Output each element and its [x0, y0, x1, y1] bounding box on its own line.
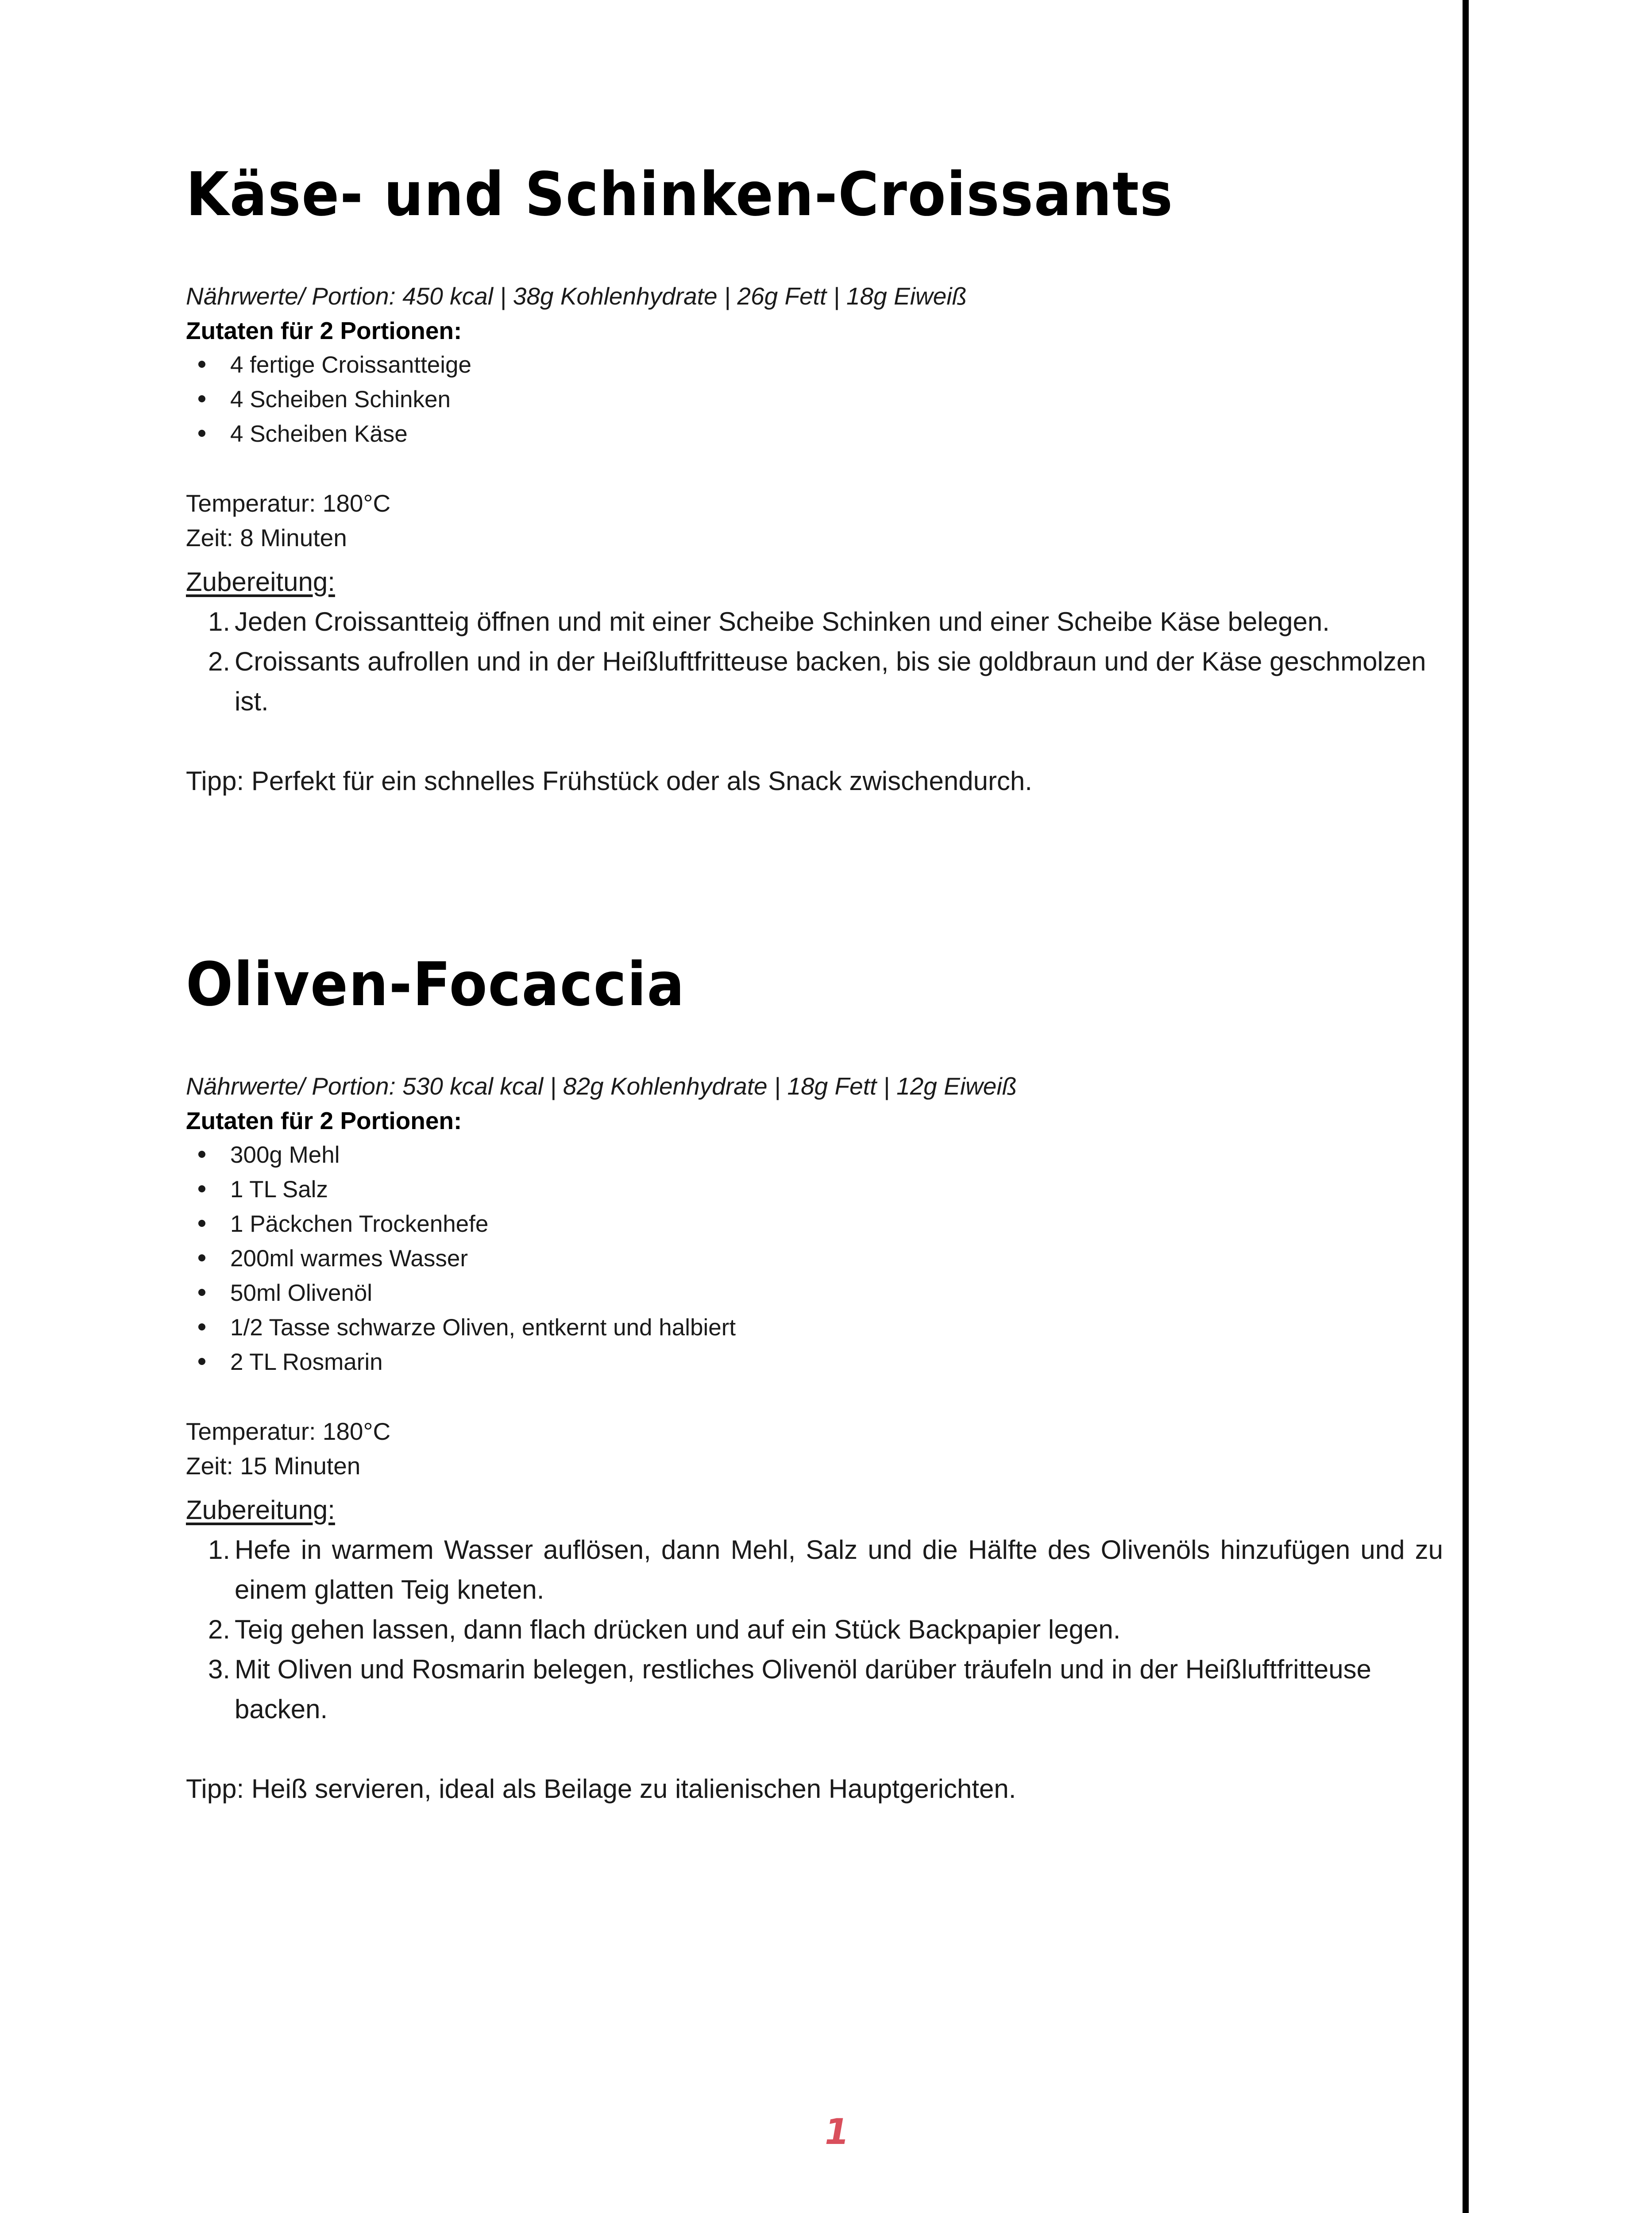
recipe-title: Oliven-Focaccia: [186, 950, 685, 1020]
bullet-icon: [198, 1323, 205, 1330]
ingredients-heading: Zutaten für 2 Portionen:: [186, 317, 462, 344]
bullet-icon: [198, 395, 205, 402]
bullet-icon: [198, 361, 205, 368]
page-number: 1: [820, 2111, 853, 2152]
step-item: [186, 602, 1443, 642]
ingredient-text: 1 TL Salz: [230, 1176, 328, 1203]
ingredient-item: [230, 1345, 1443, 1380]
preparation-heading: Zubereitung:: [186, 567, 335, 597]
ingredient-item: [230, 1138, 1443, 1172]
cooking-time: Zeit: 8 Minuten: [186, 524, 347, 551]
ingredient-item: [230, 1311, 1443, 1345]
preparation-steps: [186, 602, 1443, 721]
bullet-icon: [198, 1289, 205, 1296]
bullet-icon: [198, 430, 205, 437]
recipe-tip: Tipp: Heiß servieren, ideal als Beilage zu italienischen Hauptgerichten.: [186, 1774, 1016, 1804]
ingredient-text: 300g Mehl: [230, 1142, 340, 1168]
preparation-heading: Zubereitung:: [186, 1495, 335, 1525]
step-item: [186, 1530, 1443, 1610]
recipe-kaese-schinken-croissants: [186, 159, 1443, 801]
ingredients-list: [186, 1138, 1443, 1380]
bullet-icon: [198, 1254, 205, 1261]
ingredient-text: 1 Päckchen Trockenhefe: [230, 1211, 489, 1237]
step-text: Teig gehen lassen, dann flach drücken und auf ein Stück Backpapier legen.: [235, 1615, 1121, 1644]
bullet-icon: [198, 1151, 205, 1158]
step-number: 2.: [208, 647, 231, 676]
step-text: Jeden Croissantteig öffnen und mit einer Scheibe Schinken und einer Scheibe Käse belegen.: [235, 607, 1330, 636]
ingredient-text: 2 TL Rosmarin: [230, 1349, 383, 1375]
step-item: [186, 1650, 1443, 1729]
ingredient-item: [230, 1172, 1443, 1207]
ingredient-item: [230, 1241, 1443, 1276]
bullet-icon: [198, 1185, 205, 1192]
ingredients-heading: Zutaten für 2 Portionen:: [186, 1107, 462, 1134]
temperature: Temperatur: 180°C: [186, 1418, 391, 1445]
ingredient-text: 4 Scheiben Schinken: [230, 386, 451, 413]
step-text: Mit Oliven und Rosmarin belegen, restliches Olivenöl darüber träufeln und in der Heißluftfritteuse backen.: [235, 1654, 1371, 1724]
ingredient-text: 4 Scheiben Käse: [230, 421, 408, 447]
ingredient-text: 50ml Olivenöl: [230, 1280, 373, 1306]
ingredient-item: [230, 382, 1443, 417]
step-number: 1.: [208, 607, 231, 636]
recipe-oliven-focaccia: [186, 949, 1443, 1809]
step-item: [186, 1610, 1443, 1650]
ingredient-item: [230, 348, 1443, 382]
ingredient-text: 4 fertige Croissantteige: [230, 352, 472, 378]
preparation-steps: [186, 1530, 1443, 1729]
step-number: 3.: [208, 1654, 231, 1684]
temperature: Temperatur: 180°C: [186, 490, 391, 517]
recipe-title: Käse- und Schinken-Croissants: [186, 160, 1173, 230]
step-item: [186, 642, 1443, 721]
ingredient-item: [230, 417, 1443, 451]
step-text: Croissants aufrollen und in der Heißluftfritteuse backen, bis sie goldbraun und der Käse geschmolzen ist.: [235, 647, 1426, 716]
step-text: Hefe in warmem Wasser auflösen, dann Mehl, Salz und die Hälfte des Olivenöls hinzufügen und zu einem glatten Teig kneten.: [235, 1535, 1443, 1604]
ingredient-text: 1/2 Tasse schwarze Oliven, entkernt und halbiert: [230, 1315, 736, 1341]
ingredients-list: [186, 348, 1443, 451]
nutrition-info: Nährwerte/ Portion: 450 kcal | 38g Kohlenhydrate | 26g Fett | 18g Eiweiß: [186, 282, 967, 310]
ingredient-text: 200ml warmes Wasser: [230, 1245, 468, 1272]
cooking-time: Zeit: 15 Minuten: [186, 1452, 361, 1480]
bullet-icon: [198, 1220, 205, 1227]
recipe-tip: Tipp: Perfekt für ein schnelles Frühstück oder als Snack zwischendurch.: [186, 766, 1032, 796]
cooking-meta: [186, 486, 1443, 555]
page-border-line: [1463, 0, 1469, 2213]
bullet-icon: [198, 1358, 205, 1365]
ingredient-item: [230, 1276, 1443, 1311]
nutrition-info: Nährwerte/ Portion: 530 kcal kcal | 82g Kohlenhydrate | 18g Fett | 12g Eiweiß: [186, 1072, 1017, 1100]
step-number: 2.: [208, 1615, 231, 1644]
ingredient-item: [230, 1207, 1443, 1241]
step-number: 1.: [208, 1535, 231, 1565]
cooking-meta: [186, 1414, 1443, 1483]
